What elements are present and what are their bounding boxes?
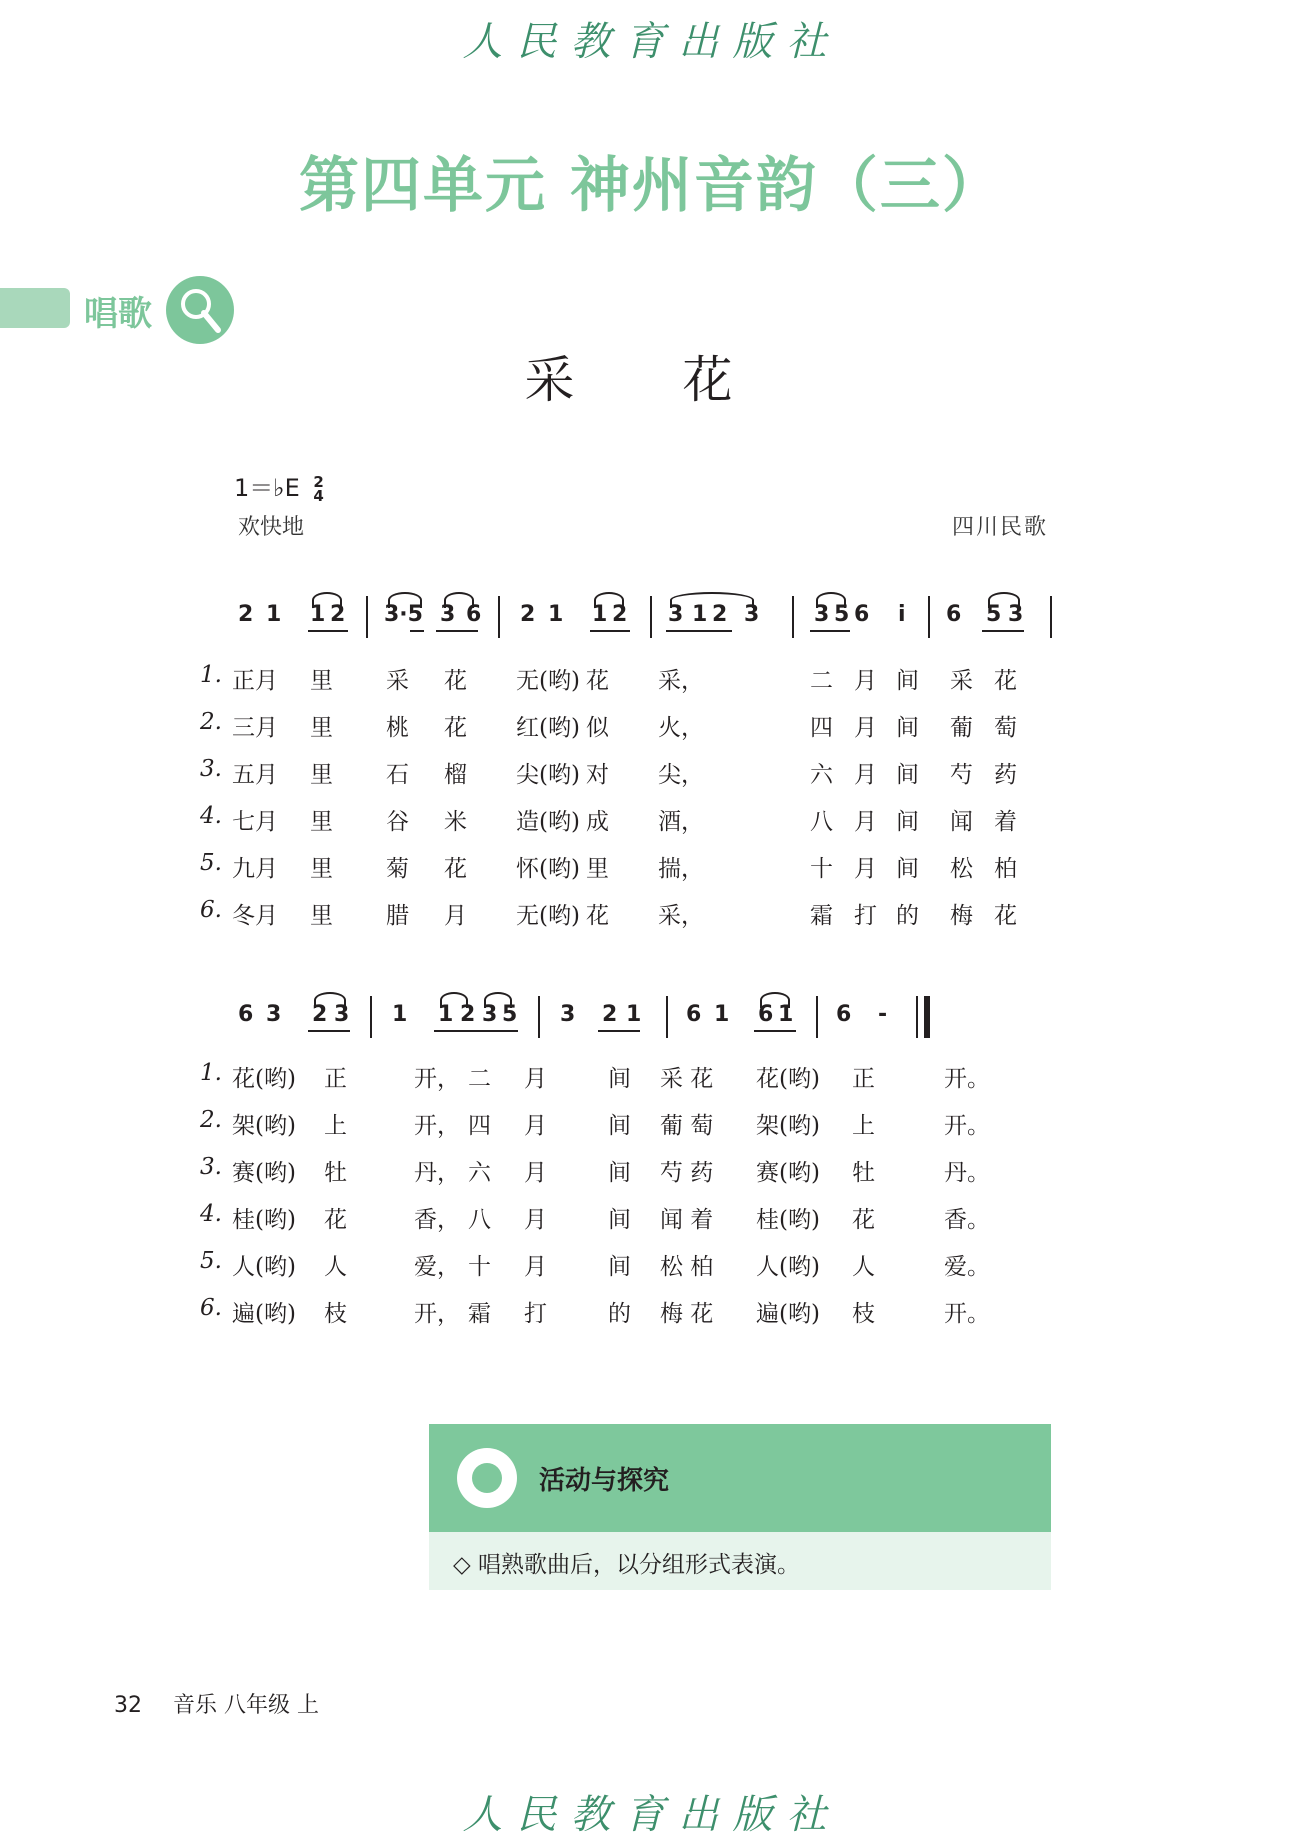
lyric-word: 牡 (852, 1160, 875, 1186)
activity-header (429, 1424, 1051, 1532)
time-sig-top: 2 (313, 473, 324, 491)
lyric-word: 4. (200, 1201, 222, 1227)
lyric-word: 月 (854, 715, 877, 741)
lyric-word: 里 (310, 668, 333, 694)
section-bar (0, 288, 70, 328)
lyric-word: 爱， (414, 1254, 460, 1280)
lyric-word: 里 (310, 762, 333, 788)
section-label: 唱歌 (84, 294, 152, 334)
lyric-word: 十 (810, 856, 833, 882)
time-sig-bottom: 4 (313, 487, 324, 505)
lyric-word: 里 (310, 856, 333, 882)
lyric-word: 尖(哟) (516, 762, 580, 788)
lyric-word: 采 (950, 668, 973, 694)
lyric-word: 人(哟) (756, 1254, 820, 1280)
lyric-word: 闻 (950, 809, 973, 835)
lyric-word: 八 (468, 1207, 491, 1233)
lyric-word: 的 (896, 903, 919, 929)
lyric-word: 里 (310, 809, 333, 835)
lyric-row (200, 1107, 1100, 1154)
lyric-word: 3. (200, 1154, 222, 1180)
lyric-word: 1. (200, 662, 222, 688)
key-signature (234, 468, 324, 503)
lyric-word: 间 (608, 1254, 631, 1280)
lyric-word: 的 (608, 1301, 631, 1327)
lyric-word: 冬月 (232, 903, 278, 929)
lyric-word: 十 (468, 1254, 491, 1280)
lyric-word: 葡 萄 (660, 1113, 714, 1139)
lyric-word: 花 (444, 668, 467, 694)
lyric-word: 着 (994, 809, 1017, 835)
activity-title: 活动与探究 (539, 1466, 670, 1496)
lyric-word: 采 (386, 668, 409, 694)
lyric-word: 尖， (658, 762, 704, 788)
lyric-word: 榴 (444, 762, 467, 788)
lyric-row (200, 756, 1100, 803)
lyric-word: 成 (586, 809, 609, 835)
lyric-word: 月 (524, 1254, 547, 1280)
lyric-word: 正月 (232, 668, 278, 694)
activity-text: ◇ 唱熟歌曲后，以分组形式表演。 (453, 1552, 800, 1578)
lyric-word: 红(哟) (516, 715, 580, 741)
lyric-word: 花 (586, 903, 609, 929)
lyric-word: 月 (444, 903, 467, 929)
lyric-word: 赛(哟) (756, 1160, 820, 1186)
activity-icon (457, 1448, 517, 1508)
lyric-word: 开， (414, 1113, 460, 1139)
lyric-word: 六 (810, 762, 833, 788)
lyric-word: 间 (608, 1066, 631, 1092)
lyric-word: 间 (896, 762, 919, 788)
lyric-word: 霜 (810, 903, 833, 929)
lyric-word: 谷 (386, 809, 409, 835)
lyric-word: 丹。 (944, 1160, 990, 1186)
lyric-row (200, 1201, 1100, 1248)
notation-line-1: 2 1 1 2 3·5 3 6 2 1 1 2 3 1 2 3 3 5 6 i 6 5 3 (230, 590, 1060, 650)
lyric-word: 米 (444, 809, 467, 835)
lyric-word: 梅 花 (660, 1301, 714, 1327)
activity-box (429, 1424, 1051, 1590)
lyric-word: 枝 (852, 1301, 875, 1327)
lyric-word: 间 (608, 1207, 631, 1233)
song-origin: 四川民歌 (951, 515, 1048, 540)
lyric-row (200, 1295, 1100, 1342)
lyric-word: 5. (200, 1248, 222, 1274)
lyric-word: 2. (200, 1107, 222, 1133)
lyric-word: 葡 (950, 715, 973, 741)
lyrics-block-1 (200, 662, 1100, 944)
lyric-word: 人(哟) (232, 1254, 296, 1280)
lyric-word: 花 (444, 715, 467, 741)
lyric-word: 松 柏 (660, 1254, 714, 1280)
lyric-word: 药 (994, 762, 1017, 788)
publisher-logo-top: 人民教育出版社 (462, 19, 841, 65)
lyric-word: 月 (854, 762, 877, 788)
lyric-word: 香， (414, 1207, 460, 1233)
lyric-word: 七月 (232, 809, 278, 835)
lyric-word: 花 (994, 668, 1017, 694)
lyric-word: 6. (200, 897, 222, 923)
lyric-word: 采， (658, 903, 704, 929)
unit-title: 第四单元 神州音韵（三） (299, 151, 1004, 221)
song-title: 采 花 (524, 351, 779, 409)
book-title: 音乐 八年级 上 (173, 1693, 319, 1718)
lyric-word: 芍 药 (660, 1160, 714, 1186)
lyric-word: 八 (810, 809, 833, 835)
lyric-word: 正 (852, 1066, 875, 1092)
lyric-word: 里 (586, 856, 609, 882)
lyric-word: 花(哟) (232, 1066, 296, 1092)
lyric-word: 花 (444, 856, 467, 882)
lyric-word: 桂(哟) (232, 1207, 296, 1233)
lyric-word: 2. (200, 709, 222, 735)
lyric-word: 间 (896, 809, 919, 835)
lyric-word: 4. (200, 803, 222, 829)
lyric-row (200, 1060, 1100, 1107)
lyric-word: 上 (852, 1113, 875, 1139)
lyric-word: 花 (586, 668, 609, 694)
lyric-word: 打 (524, 1301, 547, 1327)
lyric-word: 二 (810, 668, 833, 694)
lyric-word: 月 (854, 856, 877, 882)
lyric-word: 柏 (994, 856, 1017, 882)
lyric-row (200, 897, 1100, 944)
lyric-word: 无(哟) (516, 903, 580, 929)
lyric-word: 开。 (944, 1113, 990, 1139)
lyric-word: 月 (524, 1113, 547, 1139)
lyric-word: 采， (658, 668, 704, 694)
lyric-word: 5. (200, 850, 222, 876)
lyric-word: 里 (310, 715, 333, 741)
lyric-word: 打 (854, 903, 877, 929)
lyric-word: 月 (524, 1066, 547, 1092)
lyric-word: 对 (586, 762, 609, 788)
lyric-word: 上 (324, 1113, 347, 1139)
lyric-word: 松 (950, 856, 973, 882)
lyric-word: 开， (414, 1066, 460, 1092)
lyric-word: 遍(哟) (232, 1301, 296, 1327)
lyric-word: 花 (852, 1207, 875, 1233)
lyric-word: 九月 (232, 856, 278, 882)
lyric-row (200, 1154, 1100, 1201)
lyric-word: 桃 (386, 715, 409, 741)
lyric-row (200, 803, 1100, 850)
lyric-word: 无(哟) (516, 668, 580, 694)
lyric-word: 架(哟) (232, 1113, 296, 1139)
lyric-word: 花 (324, 1207, 347, 1233)
publisher-logo-bottom: 人民教育出版社 (462, 1792, 841, 1838)
lyric-row (200, 662, 1100, 709)
lyrics-block-2 (200, 1060, 1100, 1342)
lyric-word: 牡 (324, 1160, 347, 1186)
lyric-word: 揣， (658, 856, 704, 882)
lyric-word: 间 (896, 668, 919, 694)
lyric-word: 花 (994, 903, 1017, 929)
lyric-word: 怀(哟) (516, 856, 580, 882)
lyric-word: 霜 (468, 1301, 491, 1327)
lyric-word: 六 (468, 1160, 491, 1186)
lyric-word: 似 (586, 715, 609, 741)
lyric-word: 间 (896, 856, 919, 882)
tempo-marking: 欢快地 (238, 515, 305, 540)
lyric-word: 开。 (944, 1301, 990, 1327)
lyric-word: 间 (608, 1160, 631, 1186)
page-number: 32 (114, 1693, 142, 1718)
lyric-row (200, 1248, 1100, 1295)
lyric-word: 架(哟) (756, 1113, 820, 1139)
lyric-word: 人 (852, 1254, 875, 1280)
lyric-word: 腊 (386, 903, 409, 929)
lyric-word: 梅 (950, 903, 973, 929)
lyric-word: 火， (658, 715, 704, 741)
lyric-word: 月 (854, 809, 877, 835)
lyric-word: 采 花 (660, 1066, 714, 1092)
lyric-row (200, 850, 1100, 897)
lyric-word: 爱。 (944, 1254, 990, 1280)
lyric-word: 3. (200, 756, 222, 782)
lyric-word: 月 (854, 668, 877, 694)
time-signature (313, 475, 323, 503)
lyric-word: 开。 (944, 1066, 990, 1092)
lyric-word: 三月 (232, 715, 278, 741)
lyric-word: 枝 (324, 1301, 347, 1327)
lyric-word: 五月 (232, 762, 278, 788)
lyric-word: 造(哟) (516, 809, 580, 835)
lyric-word: 遍(哟) (756, 1301, 820, 1327)
lyric-word: 月 (524, 1207, 547, 1233)
lyric-word: 闻 着 (660, 1207, 714, 1233)
lyric-word: 间 (896, 715, 919, 741)
lyric-word: 酒， (658, 809, 704, 835)
lyric-word: 石 (386, 762, 409, 788)
notation-line-2: 6 3 2 3 1 1 2 3 5 3 2 1 6 1 6 1 6 - (230, 990, 1060, 1050)
lyric-word: 正 (324, 1066, 347, 1092)
lyric-word: 1. (200, 1060, 222, 1086)
lyric-word: 丹， (414, 1160, 460, 1186)
lyric-word: 人 (324, 1254, 347, 1280)
lyric-word: 开， (414, 1301, 460, 1327)
microphone-icon (166, 276, 234, 344)
activity-body (429, 1532, 1051, 1590)
lyric-word: 花(哟) (756, 1066, 820, 1092)
lyric-word: 菊 (386, 856, 409, 882)
lyric-word: 四 (810, 715, 833, 741)
lyric-word: 6. (200, 1295, 222, 1321)
lyric-word: 里 (310, 903, 333, 929)
page-footer (114, 1688, 319, 1719)
lyric-word: 二 (468, 1066, 491, 1092)
lyric-word: 间 (608, 1113, 631, 1139)
key-label: 1＝♭E (234, 474, 300, 502)
lyric-word: 芍 (950, 762, 973, 788)
lyric-word: 萄 (994, 715, 1017, 741)
lyric-word: 四 (468, 1113, 491, 1139)
lyric-row (200, 709, 1100, 756)
lyric-word: 桂(哟) (756, 1207, 820, 1233)
lyric-word: 赛(哟) (232, 1160, 296, 1186)
lyric-word: 月 (524, 1160, 547, 1186)
lyric-word: 香。 (944, 1207, 990, 1233)
